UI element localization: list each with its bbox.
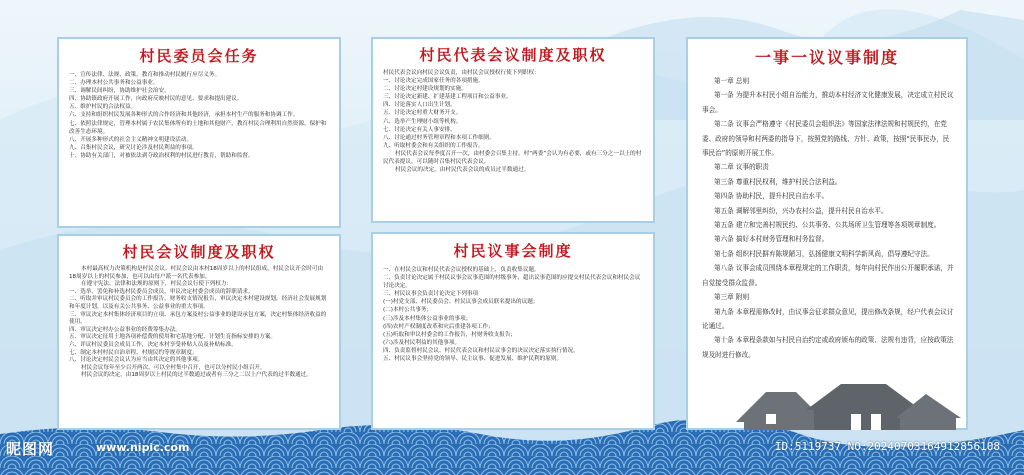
- text-line: 第三条 尊重村民权利，维护村民合法利益。: [714, 177, 842, 186]
- text-line: 三、审议决定本村集体经济项目的立项、承包方案及村公益事业的建设承包方案，决定村集体经济收益的使用。: [69, 311, 327, 326]
- panel-one-matter-one-discussion: [686, 37, 968, 430]
- text-line: 二、负责讨论决定属于村民议事会议事范围的村级事务，超出议事范围的应提交村民代表会议和村民会议讨论决定。: [383, 275, 641, 290]
- text-line: 第四条 协助村民，提升村民自治水平。: [714, 192, 829, 201]
- text-line: 第二条 议事会严格遵守《村民委员会组织法》等国家法律法规和村规民约，在党委、政府的领导和村两委的指导下，按照党的路线、方针、政策，按照“民事民办，民事民治”的原则开展工作。: [702, 120, 950, 158]
- text-line: 在遵守宪法、法律和法规的原则下，村民会议行使下列权力：: [81, 281, 233, 288]
- text-line: 四、讨论落实人口出生计划。: [383, 102, 456, 109]
- text-line: 四、协助镇政府开展工作，向政府反映村民的意见、要求和提出建议。: [69, 96, 243, 103]
- chapter-heading: 第一章 总则: [714, 77, 750, 85]
- text-line: 五、讨论决定村重大财务开支。: [383, 110, 462, 117]
- text-line: 四、审议决定村办公益事业的经费筹集办法。: [69, 326, 181, 333]
- panel-title: 村民代表会议制度及职权: [419, 46, 607, 64]
- text-line: 村民会议的决定，由村民代表会议的成员过半数通过。: [395, 167, 530, 174]
- text-line: 三、调解民间纠纷，协助维护社会治安。: [69, 88, 170, 95]
- watermark-site: www.nipic.com: [96, 441, 190, 454]
- text-line: (六)涉及村民利益的其他事项。: [383, 339, 461, 346]
- panel-title: 村民委员会任务: [139, 47, 259, 65]
- text-line: 第六条 搞好本村财务管理和村务监督。: [714, 235, 829, 244]
- text-line: 第一条 为提升本村民小组自治能力，推动本村经济文化健康发展，决定成立村民议事会。: [702, 91, 954, 114]
- text-line: (五)听取和审议村委会的工作报告，村财务收支报告；: [383, 331, 517, 338]
- text-line: 六、选举产生理财小组等机构。: [383, 118, 462, 125]
- text-line: 第五条 建立和完善村规民约、公共事务、公共场所卫生管理等各项规章制度。: [714, 221, 941, 230]
- text-line: 八、讨论决定村民会议认为应当由其决定的其他事项。: [69, 357, 204, 364]
- nipic-logo: 昵图网: [6, 440, 55, 458]
- text-line: 七、讨论决定有关人事安排。: [383, 126, 456, 133]
- panel-body: [688, 74, 966, 362]
- text-line: 一、宣传法律、法规、政策，教育和推动村民履行应尽义务。: [69, 72, 221, 78]
- text-line: 第八条 议事会成员围绕本章程规定的工作职责，每年向村民作出公开履职承诺，并自觉接受群众监督。: [702, 264, 954, 287]
- text-line: 第十条 本章程条款如与村民自治约定或政府颁布的政策、法规有违背，应按政策法规及时进行修改。: [702, 336, 954, 359]
- text-line: 第七条 组织村民摒弃陈规陋习，弘扬健康文明科学新风尚，倡导遵纪守法。: [714, 249, 934, 258]
- text-line: 七、依照法律规定，管理本村属于农民集体所有的土地和其他财产，教育村民合理利用自然资源，保护和改善生态环境。: [69, 120, 327, 135]
- text-line: 一、在村民会议和村民代表会议授权的基础上，负责收集议题。: [383, 267, 540, 273]
- watermark-id: ID:5119737 NO:20240703164912856108: [774, 440, 1000, 453]
- panel-title: 村民议事会制度: [453, 242, 573, 260]
- text-line: 九、召集村民会议，研究讨论涉及村民利益的事项。: [69, 144, 198, 151]
- text-line: 十、协助有关部门，对被依法剥夺政治权利的村民进行教育，帮助和监督。: [69, 152, 254, 159]
- text-line: 一、讨论决定完成国家任务的各项措施。: [383, 78, 484, 85]
- text-line: 本村最高权力决策机构是村民会议。村民会议由本村18周岁以上的村民组成，村民会议开会时可由18周岁以上的村民参加，也可以由每户派一名代表参加。: [69, 266, 324, 280]
- chapter-heading: 第三章 附则: [714, 293, 750, 302]
- panel-body: [59, 266, 339, 380]
- panel-villager-council-system: [371, 232, 655, 430]
- text-line: 第五条 调解邻里纠纷，兴办农村公益，提升村民自治水平。: [714, 206, 888, 215]
- text-line: (三)涉及本村集体公益事业的事项；: [383, 315, 472, 322]
- panel-villager-meeting-system: [57, 234, 341, 430]
- house-illustration: [736, 380, 966, 430]
- text-line: 三、讨论决定新建、扩建基建工程项目和公益事业。: [383, 94, 512, 101]
- text-line: (二)本村公共事务；: [383, 307, 433, 314]
- text-line: 六、评议村民委员会成员工作，决定本村享受补贴人员及补贴标准。: [69, 341, 237, 348]
- text-line: 八、讨论通过村务管理章程和本项工作细则。: [383, 134, 495, 141]
- text-line: 第九条 本章程需修改时，由议事会征求群众意见，提出修改条规，经户代表会议讨论通过。: [702, 307, 954, 330]
- text-line: 二、办理本村公共事务和公益事业。: [69, 80, 159, 87]
- text-line: 村民会议的决定，由18周岁以上村民的过半数通过或者有三分之二以上户代表的过半数通过。: [81, 372, 312, 379]
- panel-body: [59, 71, 339, 160]
- panel-village-committee-tasks: [57, 37, 341, 228]
- panel-representative-meeting-system: [371, 37, 655, 223]
- panel-title: 村民会议制度及职权: [122, 243, 276, 261]
- text-line: (一)村党支部、村民委员会、村民议事会成员联名提出的议题；: [383, 299, 539, 306]
- text-line: 二、讨论决定村建设规划的实施。: [383, 86, 467, 93]
- text-line: 村民代表会议向村民会议负责，由村民会议授权行使下列职权：: [383, 70, 540, 76]
- text-line: 七、制定本村村民自治章程，村规民约等规章制度。: [69, 349, 198, 356]
- text-line: 村民代表会议每季度召开一次，由村委会召集主持。村“两委”会认为有必要，或有三分之一以上的村民代表提议，可以随时召集村民代表会议。: [383, 150, 642, 166]
- chapter-heading: 第二章 议事的职责: [714, 163, 769, 172]
- panel-body: [373, 69, 653, 174]
- text-line: 六、支持和组织村民发展各种形式的合作经济和其他经济，承担本村生产的服务和协调工作。: [69, 112, 299, 119]
- text-line: 五、审议决定征用土地各项补偿费的使用和宅基地分配、计划生育指标安排的方案。: [69, 334, 276, 341]
- text-line: 三、村民议事会负责讨论决定下列事项: [383, 291, 479, 298]
- text-line: 八、开展多种形式的社会主义精神文明建设活动。: [69, 136, 193, 143]
- text-line: 二、听取并审议村民委员会的工作报告，财务收支情况报告，审议决定本村建设规划，经济社会发展规划和年度计划，以及有关公共事务、公益事业的重大事项。: [69, 296, 327, 310]
- text-line: 一、选举、罢免和补选村民委员会成员，审议决定村委会成员的辞职请求。: [69, 288, 254, 295]
- panel-body: [373, 266, 653, 363]
- text-line: (四)农村产权制度改革和灾后重建各项工作；: [383, 323, 494, 330]
- text-line: 村民会议每年至少召开两次，可以全村集中召开，也可以分村民小组召开。: [81, 364, 266, 371]
- text-line: 五、维护村民的合法权益。: [69, 104, 137, 111]
- text-line: 五、村民议事会坚持党的领导、民主议事、促进发展、维护民利的原则。: [383, 356, 563, 363]
- text-line: 四、负责监督村民会议、村民代表会议和村民议事会的决议决定落实执行情况。: [383, 347, 579, 354]
- panel-title: 一事一议议事制度: [754, 48, 899, 67]
- text-line: 九、听取村委会和有关组织的工作报告。: [383, 142, 484, 149]
